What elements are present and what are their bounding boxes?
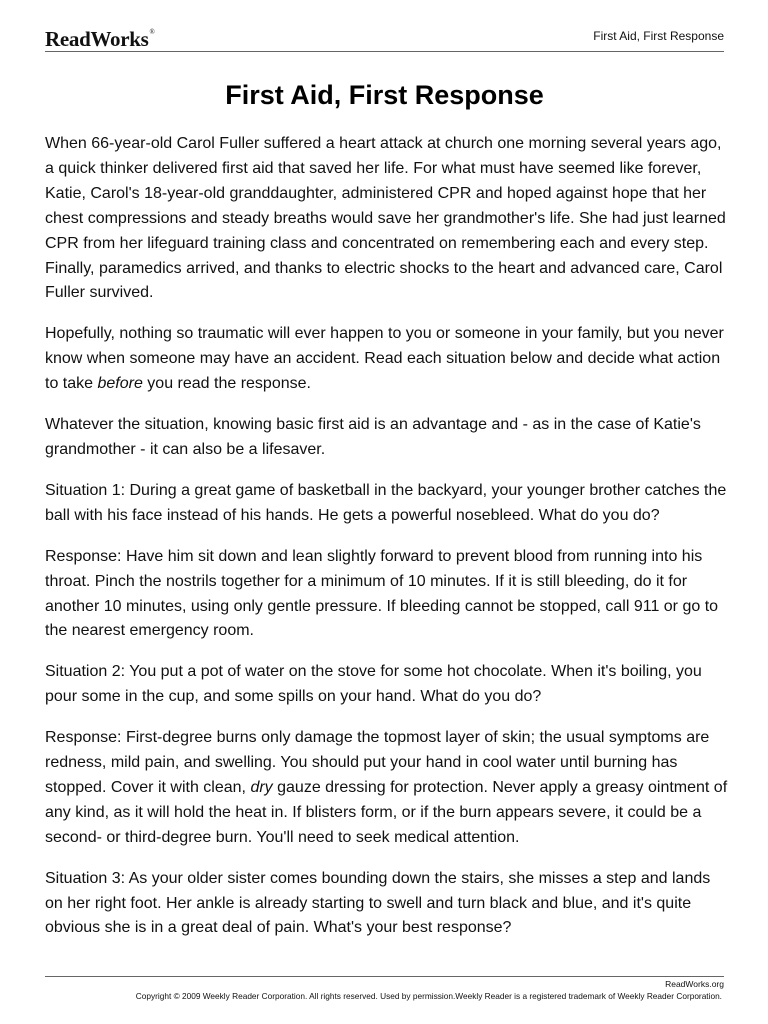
registered-mark: ® [149,28,155,36]
paragraph-response-1 [45,545,729,645]
paragraph-text: gauze dressing for protection. Never apply a greasy ointment of any kind, as it will hold the heat in. If blisters form, or if the burn appears severe, it could be a second- or third-degree burn. You'll need to seek medical attention. [45,778,728,846]
paragraph-text: Hopefully, nothing so traumatic will ever happen to you or someone in your family, but you never know when someone may have an accident. Read each situation below and decide what action to take [45,325,724,393]
paragraph-summary [45,413,729,463]
emphasis-text: dry [250,778,273,796]
paragraph-situation-3 [45,867,729,942]
paragraph-situation-2 [45,660,729,710]
paragraph-text: Situation 1: During a great game of basketball in the backyard, your younger brother catches the ball with his face instead of his hands. He gets a powerful nosebleed. What do you do? [45,481,727,524]
paragraph-text: Response: First-degree burns only damage the topmost layer of skin; the usual symptoms are redness, mild pain, and swelling. You should put your hand in cool water until burning has stopped. Cover it with clean, [45,729,710,796]
page-title: First Aid, First Response [225,80,544,110]
paragraph-response-2 [45,726,729,851]
paragraph-text: Situation 3: As your older sister comes bounding down the stairs, she misses a step and lands on her right foot. Her ankle is already starting to swell and turn black and blue, and it's quite obvious she is in a great deal of pain. What's your best response? [45,869,711,937]
paragraph-situation-1 [45,479,729,529]
paragraph-intro [45,132,729,306]
footer-copyright: Copyright © 2009 Weekly Reader Corporation. All rights reserved. Used by permission.Weekly Reader is a registered trademark of Weekly Reader Corporation. [135,991,722,1001]
header-running-title: First Aid, First Response [593,29,724,43]
paragraph-text: Situation 2: You put a pot of water on the stove for some hot chocolate. When it's boiling, you pour some in the cup, and some spills on your hand. What do you do? [45,663,702,706]
paragraph-text: Response: Have him sit down and lean slightly forward to prevent blood from running into his throat. Pinch the nostrils together for a minimum of 10 minutes. If it is still bleeding, do it for another 10 minutes, using only gentle pressure. If bleeding cannot be stopped, call 911 or go to the nearest emergency room. [45,547,719,640]
paragraph-text: Whatever the situation, knowing basic first aid is an advantage and - as in the case of Katie's grandmother - it can also be a lifesaver. [45,416,701,458]
header-divider [45,51,724,52]
article-body [45,132,729,957]
paragraph-text: you read the response. [142,375,311,393]
paragraph-instructions [45,322,729,397]
emphasis-text: before [97,375,143,393]
page-header [45,24,724,50]
brand-name: ReadWorks [45,27,149,51]
footer-divider [45,976,724,977]
footer-site-name: ReadWorks.org [665,979,724,989]
paragraph-text: When 66-year-old Carol Fuller suffered a heart attack at church one morning several years ago, a quick thinker delivered first aid that saved her life. For what must have seemed like forever, Katie, Carol's 18-year-old granddaughter, administered CPR and hoped against hope that her chest compressions and steady breaths would save her grandmother's life. She had just learned CPR from her lifeguard training class and concentrated on remembering each and every step. Finally, paramedics arrived, and thanks to electric shocks to the heart and advanced care, Carol Fuller survived. [45,135,726,302]
readworks-logo [45,27,155,52]
